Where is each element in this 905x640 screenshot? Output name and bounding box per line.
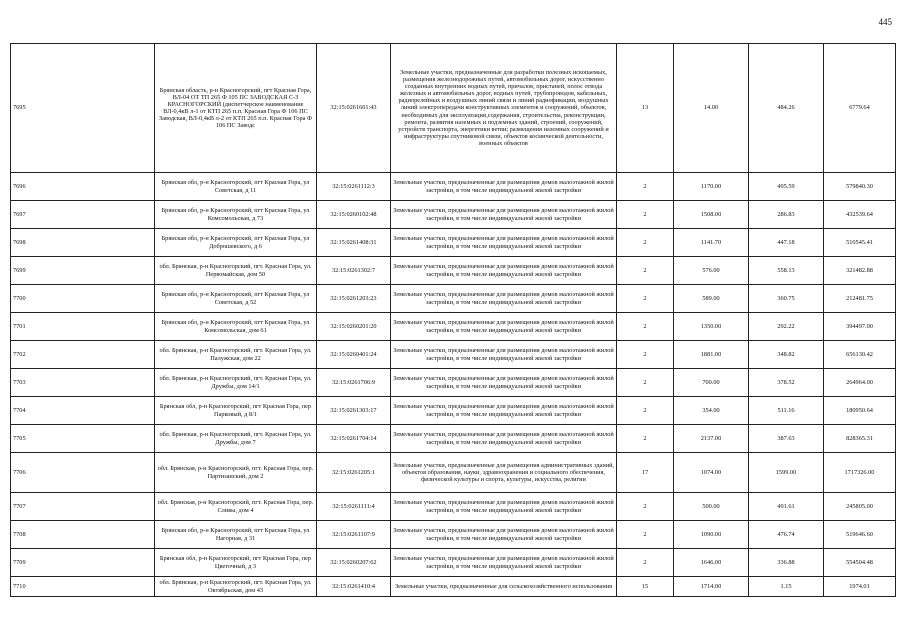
permitted-use-cell: Земельные участки, предназначенные для разработки полезных ископаемых, размещения железнодорожных путей, автомобильных дорог, искусственно созданных внутренних водных путей, причалов, пристаней, полос отвода железных и автомобильных дорог, водных путей, трубопроводов, кабельных, радиорелейных и воздушных линий связи и линий радиофикации, воздушных линий электропередачи конструктивных элементов и сооружений, объектов, необходимых для эксплуатации,содержания, строительства, реконструкции, ремонта, развития наземных и подземных зданий, строений, сооружений, устройств транспорта, энергетики ветви; размещения наземных сооружений и инфраструктуры спутниковой связи, объектов космической деятельности, военных объектов [391, 44, 617, 173]
table-row [11, 521, 896, 549]
specific-value-cell: 558.13 [749, 257, 824, 285]
use-group-cell: 13 [617, 44, 674, 173]
use-group-cell: 2 [617, 229, 674, 257]
specific-value-cell: 476.74 [749, 521, 824, 549]
area-cell: 1074.00 [674, 453, 749, 493]
specific-value-cell: 447.18 [749, 229, 824, 257]
address-cell: обл. Брянская, р-н Красногорский, пгт. Красная Гора, ул. Дружбы, дом 7 [155, 425, 317, 453]
address-cell: обл. Брянская, р-н Красногорский, пгт. Красная Гора, ул. Первомайская, дом 50 [155, 257, 317, 285]
permitted-use-cell: Земельные участки, предназначенные для размещения домов малоэтажной жилой застройки, в том числе индивидуальной жилой застройки [391, 201, 617, 229]
table-row [11, 397, 896, 425]
row-number: 7698 [11, 229, 155, 257]
permitted-use-cell: Земельные участки, предназначенные для размещения домов малоэтажной жилой застройки, в том числе индивидуальной жилой застройки [391, 369, 617, 397]
cadastral-number-cell: 32:15:0261302:7 [317, 257, 391, 285]
row-number: 7708 [11, 521, 155, 549]
specific-value-cell: 378.52 [749, 369, 824, 397]
use-group-cell: 2 [617, 173, 674, 201]
cadastral-number-cell: 32:15:0260102:48 [317, 201, 391, 229]
use-group-cell: 2 [617, 549, 674, 577]
use-group-cell: 2 [617, 493, 674, 521]
table-row [11, 44, 896, 173]
row-number: 7710 [11, 577, 155, 597]
address-cell: обл. Брянская, р-н Красногорский, пгт. Красная Гора, пер. Сливы, дом 4 [155, 493, 317, 521]
use-group-cell: 2 [617, 313, 674, 341]
cadastral-value-cell: 1717326.00 [824, 453, 896, 493]
specific-value-cell: 387.63 [749, 425, 824, 453]
cadastral-number-cell: 32:15:0261408:31 [317, 229, 391, 257]
area-cell: 700.00 [674, 369, 749, 397]
area-cell: 589.00 [674, 285, 749, 313]
area-cell: 576.00 [674, 257, 749, 285]
area-cell: 1350.00 [674, 313, 749, 341]
permitted-use-cell: Земельные участки, предназначенные для размещения домов малоэтажной жилой застройки, в том числе индивидуальной жилой застройки [391, 549, 617, 577]
cadastral-value-cell: 510545.41 [824, 229, 896, 257]
table-row [11, 201, 896, 229]
table-row [11, 229, 896, 257]
cadastral-value-cell: 245805.00 [824, 493, 896, 521]
cadastral-value-cell: 6779.64 [824, 44, 896, 173]
specific-value-cell: 286.83 [749, 201, 824, 229]
area-cell: 500.00 [674, 493, 749, 521]
table-row [11, 285, 896, 313]
specific-value-cell: 491.61 [749, 493, 824, 521]
permitted-use-cell: Земельные участки, предназначенные для размещения домов малоэтажной жилой застройки, в том числе индивидуальной жилой застройки [391, 521, 617, 549]
area-cell: 1170.00 [674, 173, 749, 201]
use-group-cell: 17 [617, 453, 674, 493]
area-cell: 1141.70 [674, 229, 749, 257]
table-row [11, 549, 896, 577]
row-number: 7695 [11, 44, 155, 173]
address-cell: Брянская обл, р-н Красногорский, пгт Красная Гора, ул Советская, д 11 [155, 173, 317, 201]
specific-value-cell: 348.82 [749, 341, 824, 369]
specific-value-cell: 484.26 [749, 44, 824, 173]
use-group-cell: 2 [617, 369, 674, 397]
use-group-cell: 2 [617, 201, 674, 229]
specific-value-cell: 360.75 [749, 285, 824, 313]
row-number: 7702 [11, 341, 155, 369]
row-number: 7705 [11, 425, 155, 453]
row-number: 7709 [11, 549, 155, 577]
specific-value-cell: 336.88 [749, 549, 824, 577]
row-number: 7707 [11, 493, 155, 521]
cadastral-number-cell: 32:15:0261410:4 [317, 577, 391, 597]
cadastral-value-cell: 519646.60 [824, 521, 896, 549]
specific-value-cell: 292.22 [749, 313, 824, 341]
cadastral-number-cell: 32:15:0261303:17 [317, 397, 391, 425]
use-group-cell: 2 [617, 257, 674, 285]
row-number: 7697 [11, 201, 155, 229]
row-number: 7701 [11, 313, 155, 341]
area-cell: 1508.00 [674, 201, 749, 229]
cadastral-number-cell: 32:15:0261112:3 [317, 173, 391, 201]
area-cell: 1881.00 [674, 341, 749, 369]
address-cell: Брянская обл, р-н Красногорский, пгт Красная Гора, пер Парковый, д 8/1 [155, 397, 317, 425]
cadastral-value-cell: 828365.31 [824, 425, 896, 453]
cadastral-number-cell: 32:15:0260401:24 [317, 341, 391, 369]
address-cell: Брянская область, р-н Красногорский, пгт Красная Гора, ВЛ-04 ОТ ТП 265 Ф 105 ПС ЗАВОДСКАЯ С-З КРАСНОГОРСКИЙ (диспетчерское наименование ВЛ-0,4кВ л-1 от КТП 265 п.п. Красная Гора Ф 106 ПС Заводская, ВЛ-0,4кВ л-2 от КТП 265 п.п. Красная Гора Ф 106 ПС Заводс [155, 44, 317, 173]
area-cell: 1090.00 [674, 521, 749, 549]
permitted-use-cell: Земельные участки, предназначенные для размещения домов малоэтажной жилой застройки, в том числе индивидуальной жилой застройки [391, 229, 617, 257]
permitted-use-cell: Земельные участки, предназначенные для размещения домов малоэтажной жилой застройки, в том числе индивидуальной жилой застройки [391, 173, 617, 201]
area-cell: 2137.00 [674, 425, 749, 453]
permitted-use-cell: Земельные участки, предназначенные для размещения домов малоэтажной жилой застройки, в том числе индивидуальной жилой застройки [391, 341, 617, 369]
row-number: 7703 [11, 369, 155, 397]
cadastral-value-cell: 394497.00 [824, 313, 896, 341]
page-number: 445 [878, 17, 892, 27]
address-cell: обл. Брянская, р-н Красногорский, пгт. Красная Гора, ул. Палужская, дом 22 [155, 341, 317, 369]
permitted-use-cell: Земельные участки, предназначенные для размещения домов малоэтажной жилой застройки, в том числе индивидуальной жилой застройки [391, 425, 617, 453]
cadastral-value-cell: 656130.42 [824, 341, 896, 369]
cadastral-value-table [10, 43, 896, 597]
table-row [11, 173, 896, 201]
row-number: 7699 [11, 257, 155, 285]
table-body [11, 44, 896, 597]
use-group-cell: 2 [617, 285, 674, 313]
table-row [11, 453, 896, 493]
permitted-use-cell: Земельные участки, предназначенные для сельскохозяйственного использования [391, 577, 617, 597]
specific-value-cell: 1599.00 [749, 453, 824, 493]
table-row [11, 313, 896, 341]
address-cell: Брянская обл, р-н Красногорский, пгт Красная Гора, ул Доброшевского, д 6 [155, 229, 317, 257]
permitted-use-cell: Земельные участки, предназначенные для размещения административных зданий, объектов образования, науки, здравоохранения и социального обеспечения, физической культуры и спорта, культуры, искусства, религии [391, 453, 617, 493]
area-cell: 354.00 [674, 397, 749, 425]
permitted-use-cell: Земельные участки, предназначенные для размещения домов малоэтажной жилой застройки, в том числе индивидуальной жилой застройки [391, 313, 617, 341]
cadastral-number-cell: 32:15:0261706:9 [317, 369, 391, 397]
address-cell: Брянская обл, р-н Красногорский, пгт Красная Гора, ул Советская, д 52 [155, 285, 317, 313]
table-row [11, 257, 896, 285]
cadastral-value-cell: 212481.75 [824, 285, 896, 313]
address-cell: обл. Брянская, р-н Красногорский, пгт. Красная Гора, ул. Октябрьская, дом 43 [155, 577, 317, 597]
cadastral-number-cell: 32:15:0260201:20 [317, 313, 391, 341]
address-cell: обл. Брянская, р-н Красногорский, пгт. Красная Гора, пер. Партизанский, дом 2 [155, 453, 317, 493]
cadastral-value-cell: 1974.01 [824, 577, 896, 597]
row-number: 7696 [11, 173, 155, 201]
row-number: 7700 [11, 285, 155, 313]
address-cell: Брянская обл, р-н Красногорский, пгт Красная Гора, пер Цветочный, д 3 [155, 549, 317, 577]
specific-value-cell: 495.59 [749, 173, 824, 201]
address-cell: обл. Брянская, р-н Красногорский, пгт. Красная Гора, ул. Дружбы, дом 14/1 [155, 369, 317, 397]
cadastral-number-cell: 32:15:0261111:4 [317, 493, 391, 521]
area-cell: 1714.00 [674, 577, 749, 597]
row-number: 7706 [11, 453, 155, 493]
area-cell: 1646.00 [674, 549, 749, 577]
row-number: 7704 [11, 397, 155, 425]
use-group-cell: 2 [617, 425, 674, 453]
address-cell: Брянская обл, р-н Красногорский, пгт Красная Гора, ул Комсомольская, д 73 [155, 201, 317, 229]
cadastral-value-cell: 579840.30 [824, 173, 896, 201]
permitted-use-cell: Земельные участки, предназначенные для размещения домов малоэтажной жилой застройки, в том числе индивидуальной жилой застройки [391, 285, 617, 313]
cadastral-number-cell: 32:15:0261601:43 [317, 44, 391, 173]
table-row [11, 493, 896, 521]
cadastral-value-cell: 180950.64 [824, 397, 896, 425]
address-cell: Брянская обл, р-н Красногорский, пгт Красная Гора, ул Нагорная, д 31 [155, 521, 317, 549]
cadastral-number-cell: 32:15:0261704:14 [317, 425, 391, 453]
cadastral-number-cell: 32:15:0261205:1 [317, 453, 391, 493]
specific-value-cell: 1.15 [749, 577, 824, 597]
cadastral-number-cell: 32:15:0261107:9 [317, 521, 391, 549]
permitted-use-cell: Земельные участки, предназначенные для размещения домов малоэтажной жилой застройки, в том числе индивидуальной жилой застройки [391, 397, 617, 425]
table-row [11, 577, 896, 597]
specific-value-cell: 511.16 [749, 397, 824, 425]
use-group-cell: 2 [617, 521, 674, 549]
permitted-use-cell: Земельные участки, предназначенные для размещения домов малоэтажной жилой застройки, в том числе индивидуальной жилой застройки [391, 493, 617, 521]
permitted-use-cell: Земельные участки, предназначенные для размещения домов малоэтажной жилой застройки, в том числе индивидуальной жилой застройки [391, 257, 617, 285]
use-group-cell: 2 [617, 397, 674, 425]
area-cell: 14.00 [674, 44, 749, 173]
cadastral-value-cell: 321482.88 [824, 257, 896, 285]
table-row [11, 341, 896, 369]
table-row [11, 425, 896, 453]
cadastral-value-cell: 554504.48 [824, 549, 896, 577]
address-cell: Брянская обл, р-н Красногорский, пгт Красная Гора, ул Комсомольская, дом 61 [155, 313, 317, 341]
cadastral-number-cell: 32:15:0261203:23 [317, 285, 391, 313]
use-group-cell: 2 [617, 341, 674, 369]
cadastral-value-cell: 264964.00 [824, 369, 896, 397]
cadastral-number-cell: 32:15:0260207:62 [317, 549, 391, 577]
table-row [11, 369, 896, 397]
use-group-cell: 15 [617, 577, 674, 597]
cadastral-value-cell: 432539.64 [824, 201, 896, 229]
